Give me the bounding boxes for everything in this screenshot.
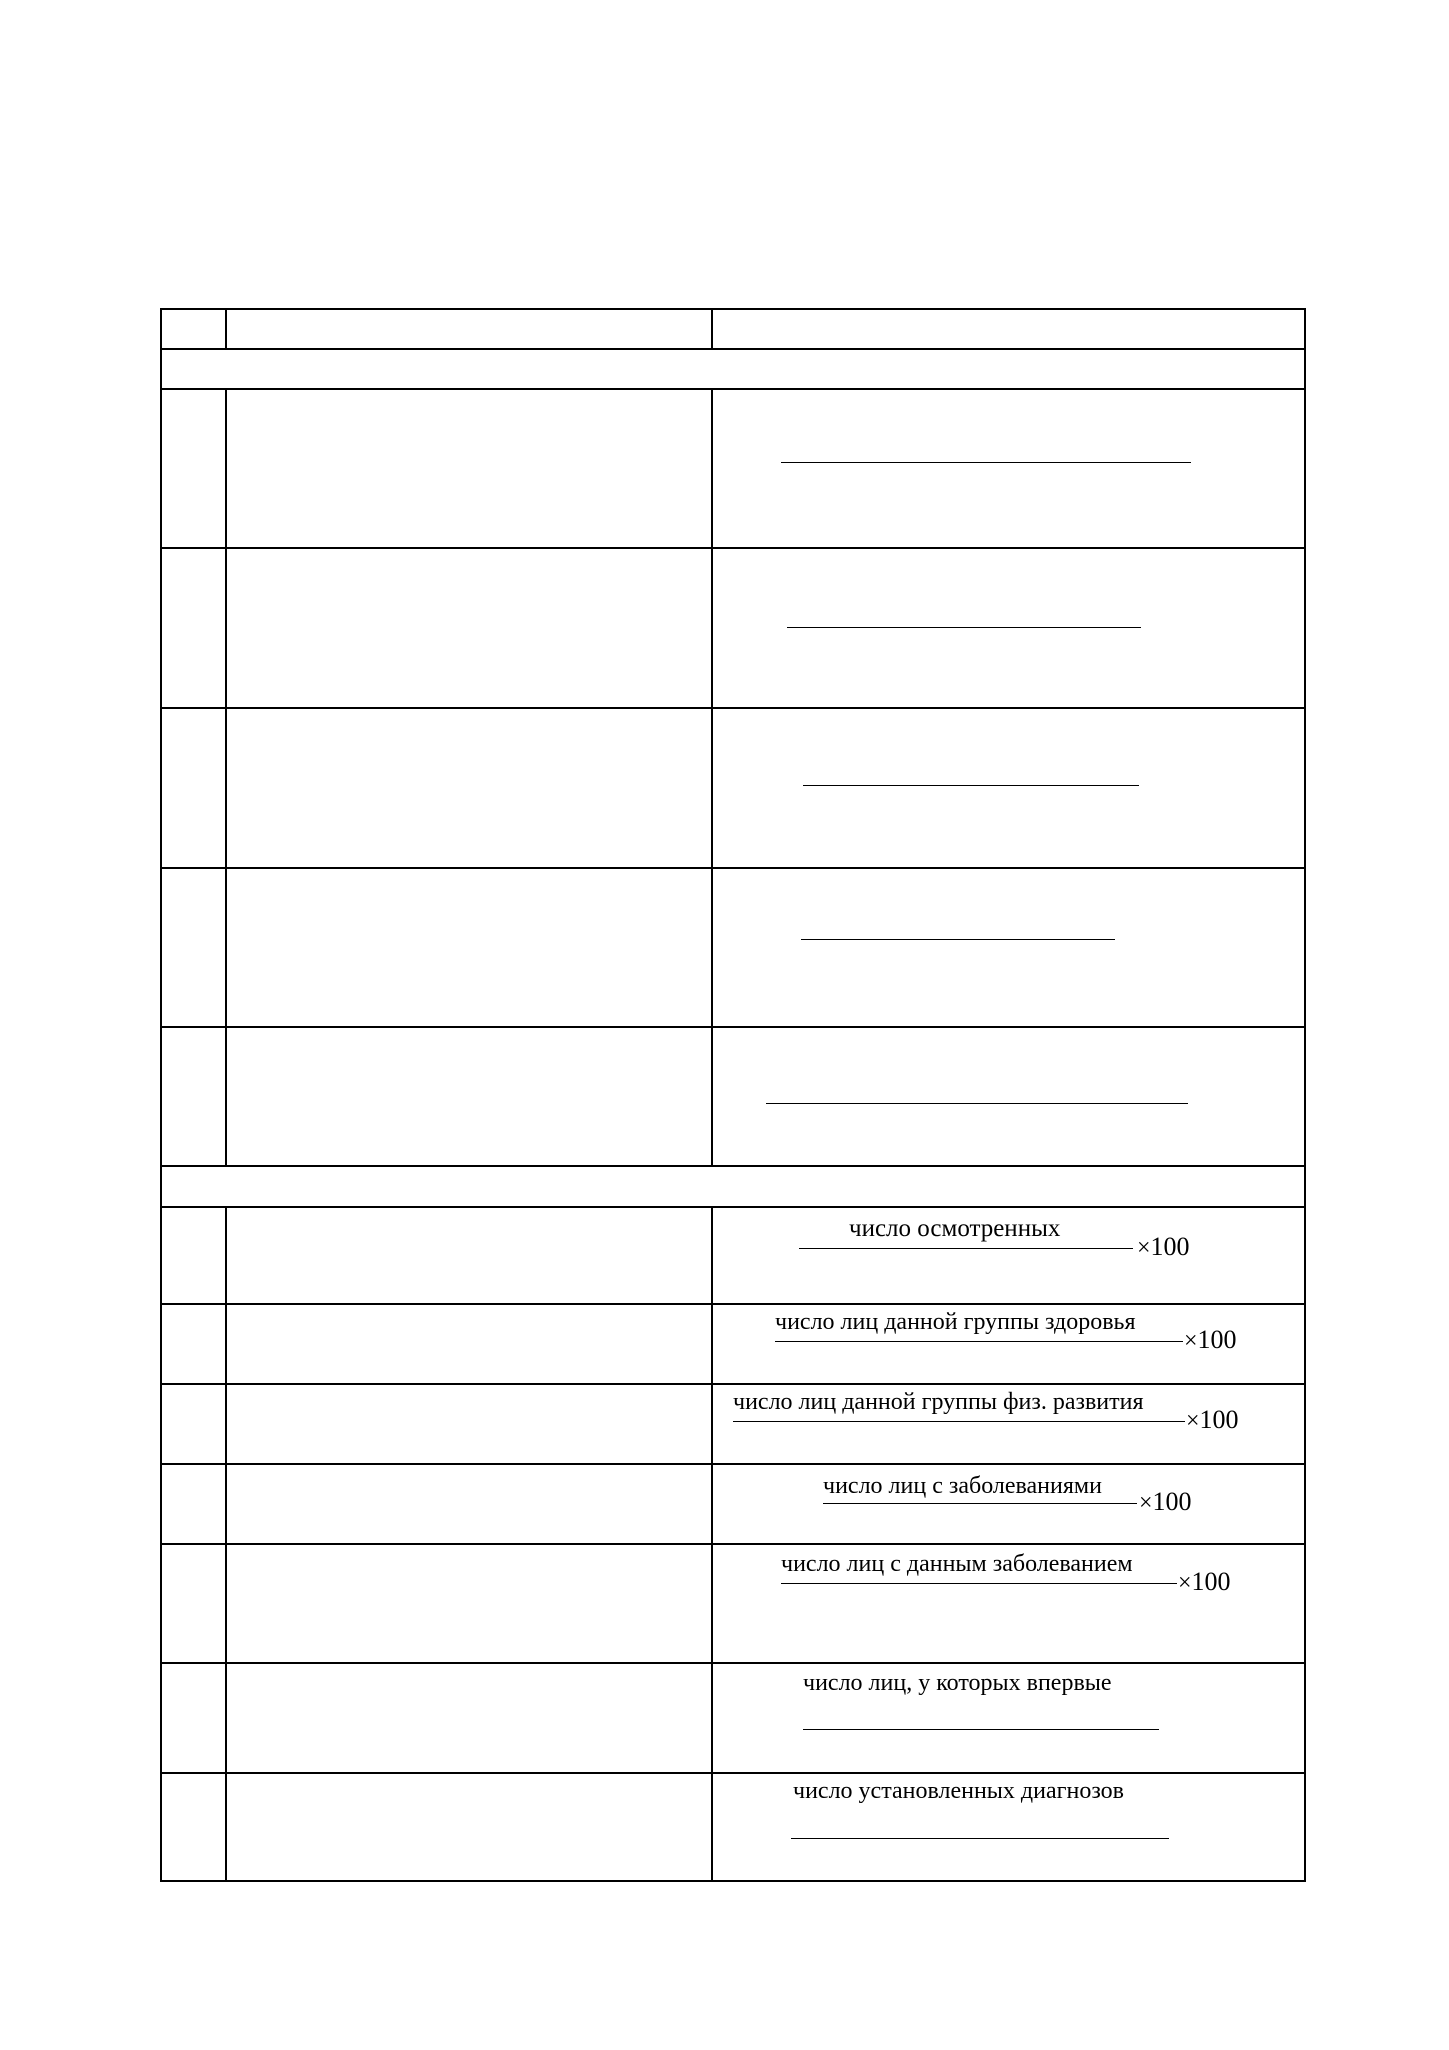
row-indicator-cell [226,1544,712,1663]
row-formula-cell [712,1384,1305,1464]
formula-numerator: число лиц данной группы здоровья [775,1309,1136,1335]
formula-multiplier: ×100 [1186,1405,1239,1434]
row-formula-cell [712,1663,1305,1773]
formula [713,1465,1306,1545]
formula [713,1208,1306,1305]
section-header-row [161,1166,1305,1207]
table-row [161,1544,1305,1663]
table-row [161,1027,1305,1166]
section-title-cell [161,349,1305,389]
table-row [161,708,1305,868]
formula-multiplier: ×100 [1139,1487,1192,1516]
formula-numerator: число осмотренных [849,1215,1061,1242]
row-number-cell [161,1304,226,1384]
row-indicator-cell [226,1384,712,1464]
row-indicator-cell [226,1304,712,1384]
row-indicator-cell [226,1663,712,1773]
header-cell-number [161,309,226,349]
table-header-row [161,309,1305,349]
formula [713,1028,1306,1167]
table-row [161,548,1305,708]
row-formula-cell [712,548,1305,708]
row-indicator-cell [226,708,712,868]
formula-numerator: число лиц данной группы физ. развития [733,1389,1144,1415]
row-formula-cell [712,1464,1305,1544]
formula [713,1385,1306,1465]
fraction-line [803,785,1139,786]
row-formula-cell [712,868,1305,1027]
row-number-cell [161,1464,226,1544]
row-formula-cell [712,1027,1305,1166]
fraction-line [801,939,1115,940]
indicators-table [160,308,1306,1882]
formula-numerator: число лиц, у которых впервые [803,1670,1112,1696]
section-header-row [161,349,1305,389]
row-indicator-cell [226,389,712,548]
row-indicator-cell [226,1773,712,1881]
row-number-cell [161,868,226,1027]
formula-multiplier: ×100 [1137,1232,1190,1261]
fraction-line [781,1583,1177,1584]
formula [713,869,1306,1028]
formula [713,1774,1306,1882]
row-number-cell [161,1663,226,1773]
fraction-line [799,1248,1133,1249]
header-cell-indicator [226,309,712,349]
row-formula-cell [712,1773,1305,1881]
formula-multiplier: ×100 [1184,1325,1237,1354]
formula [713,709,1306,869]
row-indicator-cell [226,868,712,1027]
row-number-cell [161,1773,226,1881]
row-number-cell [161,389,226,548]
table-row [161,389,1305,548]
fraction-line [791,1838,1169,1839]
formula-numerator: число лиц с заболеваниями [823,1473,1102,1499]
table-row [161,1464,1305,1544]
row-indicator-cell [226,1464,712,1544]
fraction-line [733,1421,1185,1422]
fraction-line [787,627,1141,628]
row-indicator-cell [226,1207,712,1304]
fraction-line [781,462,1191,463]
row-indicator-cell [226,548,712,708]
row-number-cell [161,1384,226,1464]
section-title-cell [161,1166,1305,1207]
row-number-cell [161,1027,226,1166]
formula [713,1545,1306,1664]
fraction-line [823,1503,1137,1504]
fraction-line [766,1103,1188,1104]
row-formula-cell [712,708,1305,868]
formula [713,1664,1306,1774]
table-row [161,1663,1305,1773]
row-number-cell [161,548,226,708]
formula-numerator: число лиц с данным заболеванием [781,1551,1133,1577]
table-row [161,868,1305,1027]
row-number-cell [161,1207,226,1304]
table-row [161,1384,1305,1464]
fraction-line [775,1341,1183,1342]
row-formula-cell [712,1207,1305,1304]
fraction-line [803,1729,1159,1730]
formula [713,1305,1306,1385]
row-formula-cell [712,389,1305,548]
header-cell-formula [712,309,1305,349]
row-formula-cell [712,1544,1305,1663]
table-row [161,1304,1305,1384]
row-number-cell [161,708,226,868]
formula [713,390,1306,549]
row-indicator-cell [226,1027,712,1166]
formula-numerator: число установленных диагнозов [793,1778,1124,1804]
table-row [161,1207,1305,1304]
formula [713,549,1306,709]
formula-multiplier: ×100 [1178,1567,1231,1596]
row-number-cell [161,1544,226,1663]
row-formula-cell [712,1304,1305,1384]
table-row [161,1773,1305,1881]
